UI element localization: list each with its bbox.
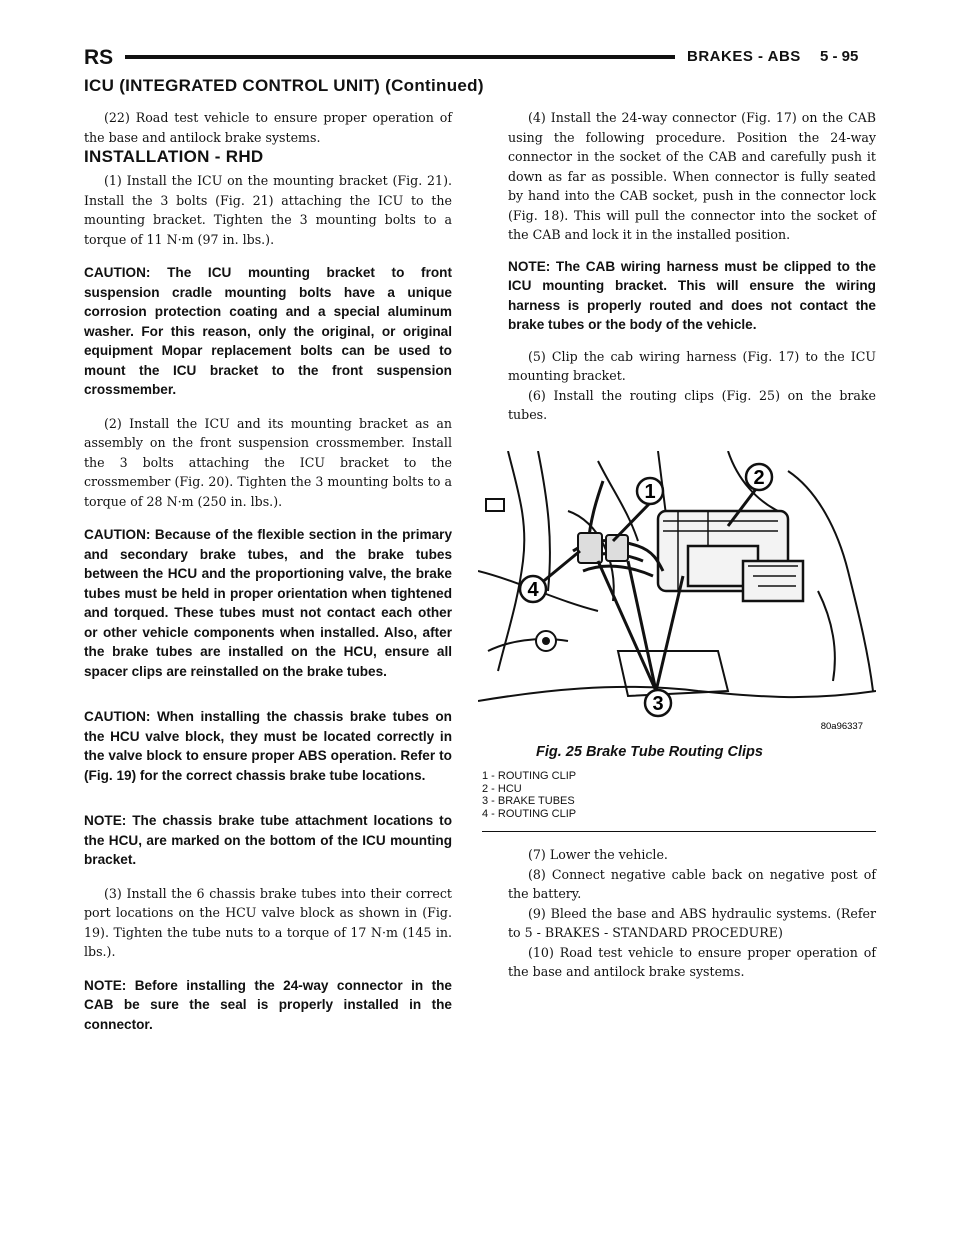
figure-legend xyxy=(482,770,576,820)
note-tube-locations: NOTE: The chassis brake tube attachment locations to the HCU, are marked on the bottom of the ICU mounting bracket. xyxy=(84,813,452,867)
caution-chassis-tubes: CAUTION: When installing the chassis brake tubes on the HCU valve block, they must be located correctly in the valve block to ensure proper ABS operation. Refer to (Fig. 19) for the correct chassis brake tube locations. xyxy=(84,709,452,783)
step-3: (3) Install the 6 chassis brake tubes into their correct port locations on the HCU valve block as shown in (Fig. 19). Tighten the tube nuts to a torque of 17 N·m (145 in. lbs.). xyxy=(84,885,452,959)
header-rule xyxy=(125,55,675,59)
left-column xyxy=(84,108,452,1034)
callout-2-label: 2 xyxy=(753,467,765,489)
header-section-code: RS xyxy=(84,46,114,69)
step-5: (5) Clip the cab wiring harness (Fig. 17) to the ICU mounting bracket. xyxy=(508,348,876,383)
legend-item: 2 - HCU xyxy=(482,782,522,795)
step-22: (22) Road test vehicle to ensure proper operation of the base and antilock brake systems. xyxy=(84,110,452,145)
section-title: ICU (INTEGRATED CONTROL UNIT) (Continued) xyxy=(84,76,484,95)
header-chapter-title: BRAKES - ABS xyxy=(687,48,801,65)
step-1: (1) Install the ICU on the mounting bracket (Fig. 21). Install the 3 bolts (Fig. 21) attaching the ICU to the mounting bracket. Tighten the 3 mounting bolts to a torque of 11 N·m (97 in. lbs.). xyxy=(84,173,452,247)
figure-caption: Fig. 25 Brake Tube Routing Clips xyxy=(536,744,763,760)
right-column xyxy=(508,108,876,425)
callout-4 xyxy=(520,576,546,602)
page-number: 5 - 95 xyxy=(820,48,859,65)
legend-item: 1 - ROUTING CLIP xyxy=(482,770,577,782)
note-harness: NOTE: The CAB wiring harness must be clipped to the ICU mounting bracket. This will ensure the wiring harness is properly routed and does not contact the brake tubes or the body of the vehicle. xyxy=(508,258,876,332)
installation-rhd-heading: INSTALLATION - RHD xyxy=(84,147,264,166)
step-4: (4) Install the 24-way connector (Fig. 17) on the CAB using the following procedure. Position the 24-way connector in the socket of the CAB and carefully push it down as far as possible. When connector is fully seated by hand into the CAB socket, push in the connector lock (Fig. 18). This will pull the connector into the socket of the CAB and lock it in the installed position. xyxy=(508,110,876,242)
caution-brake-tubes: CAUTION: Because of the flexible section in the primary and secondary brake tubes, and the brake tubes between the HCU and the proportioning valve, the brake tubes must be held in proper orientation when tightened and torqued. These tubes must not contact each other or other vehicle components when installed. Also, after the brake tubes are installed on the HCU, ensure all spacer clips are reinstalled on the brake tubes. xyxy=(84,527,452,679)
callout-4-label: 4 xyxy=(527,579,539,601)
step-10: (10) Road test vehicle to ensure proper operation of the base and antilock brake systems. xyxy=(508,944,876,979)
callout-3 xyxy=(645,690,671,716)
legend-item: 4 - ROUTING CLIP xyxy=(482,807,577,820)
step-9: (9) Bleed the base and ABS hydraulic systems. (Refer to 5 - BRAKES - STANDARD PROCEDURE) xyxy=(508,905,876,940)
step-6: (6) Install the routing clips (Fig. 25) on the brake tubes. xyxy=(508,387,876,422)
step-8: (8) Connect negative cable back on negative post of the battery. xyxy=(508,866,876,901)
caution-bolts: CAUTION: The ICU mounting bracket to front suspension cradle mounting bolts have a unique corrosion protection coating and a special aluminum washer. For this reason, only the original, or original equipment Mopar replacement bolts can be used to mount the ICU bracket to the front suspension crossmember. xyxy=(84,265,452,397)
brake-tube-routing-illustration xyxy=(478,451,876,735)
callout-1-label: 1 xyxy=(644,481,656,503)
figure-image-id: 80a96337 xyxy=(820,721,863,732)
note-seal: NOTE: Before installing the 24-way connector in the CAB be sure the seal is properly installed in the connector. xyxy=(84,977,452,1032)
right-column-lower xyxy=(508,845,876,982)
callout-1 xyxy=(637,478,663,504)
legend-divider xyxy=(482,831,876,832)
legend-item: 3 - BRAKE TUBES xyxy=(482,795,575,807)
callout-2 xyxy=(746,464,772,490)
step-2: (2) Install the ICU and its mounting bracket as an assembly on the front suspension crossmember. Install the 3 bolts attaching the ICU bracket to the crossmember (Fig. 20). Tighten the 3 mounting bolts to a torque of 28 N·m (250 in. lbs.). xyxy=(84,415,452,509)
callout-3-label: 3 xyxy=(652,693,664,715)
step-7: (7) Lower the vehicle. xyxy=(528,847,668,862)
